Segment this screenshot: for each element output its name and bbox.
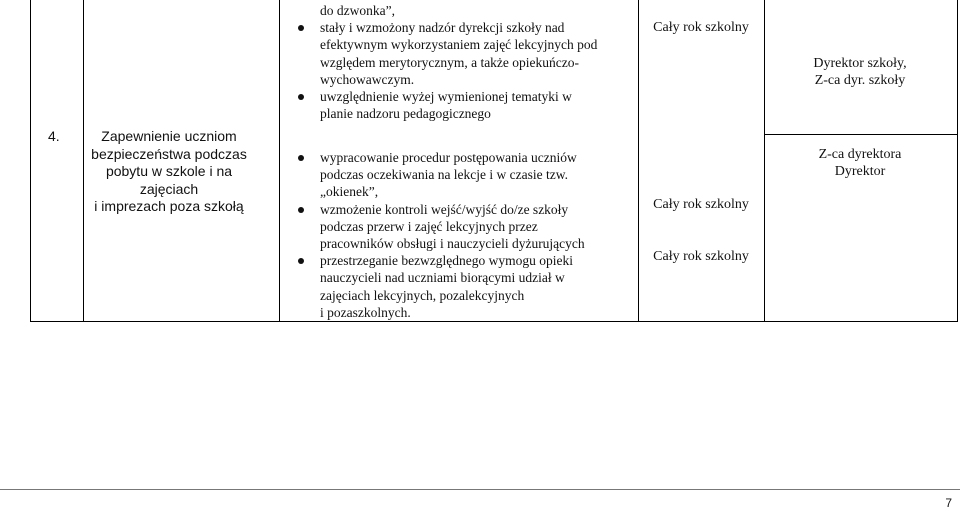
action-line: wzmożenie kontroli wejść/wyjść do/ze szkoły — [292, 201, 637, 218]
action-line: stały i wzmożony nadzór dyrekcji szkoły nad — [292, 19, 637, 36]
bullet-icon — [298, 155, 304, 161]
action-line: wychowawczym. — [320, 71, 415, 87]
action-line: planie nadzoru pedagogicznego — [320, 106, 491, 122]
bullet-icon — [298, 94, 304, 100]
footer-rule — [0, 489, 960, 490]
subject-line: zajęciach — [139, 180, 199, 197]
bullet-icon — [298, 207, 304, 213]
action-line: podczas przerw i zajęć lekcyjnych przez — [320, 218, 538, 234]
page-number: 7 — [945, 496, 952, 510]
action-line: przestrzeganie bezwzględnego wymogu opieki — [292, 252, 637, 269]
action-line: „okienek”, — [320, 184, 379, 200]
actions-bottom-list — [292, 149, 637, 321]
term-top: Cały rok szkolny — [653, 20, 749, 35]
action-line: zajęciach lekcyjnych, pozalekcyjnych — [320, 287, 525, 303]
responsible-top: Dyrektor szkoły, Z-ca dyr. szkoły — [813, 56, 907, 88]
action-line: i pozaszkolnych. — [320, 304, 411, 320]
action-line: uwzględnienie wyżej wymienionej tematyki w — [292, 88, 637, 105]
action-line: nauczycieli nad uczniami biorącymi udział w — [320, 270, 565, 286]
subject-line: bezpieczeństwa podczas — [91, 145, 247, 162]
action-line: względem merytorycznym, a także opiekuńczo- — [320, 54, 580, 70]
term-bottom: Cały rok szkolny — [653, 249, 749, 264]
action-line: efektywnym wykorzystaniem zajęć lekcyjnych pod — [320, 37, 598, 53]
row-number: 4. — [48, 128, 60, 144]
action-line: wypracowanie procedur postępowania uczniów — [292, 149, 637, 166]
action-line: do dzwonka”, — [320, 3, 395, 18]
action-line: pracowników obsługi i nauczycieli dyżurujących — [320, 236, 585, 252]
bullet-icon — [298, 258, 304, 264]
subject-line: Zapewnienie uczniom — [101, 128, 237, 144]
task-subject — [84, 128, 254, 216]
subject-line: i imprezach poza szkołą — [94, 198, 244, 214]
bullet-icon — [298, 25, 304, 31]
action-line: podczas oczekiwania na lekcje i w czasie tzw. — [320, 167, 568, 183]
subject-line: pobytu w szkole i na — [105, 163, 233, 179]
actions-top-list — [292, 2, 637, 122]
responsible-bottom: Z-ca dyrektora Dyrektor — [818, 147, 902, 179]
term-mid: Cały rok szkolny — [653, 197, 749, 212]
